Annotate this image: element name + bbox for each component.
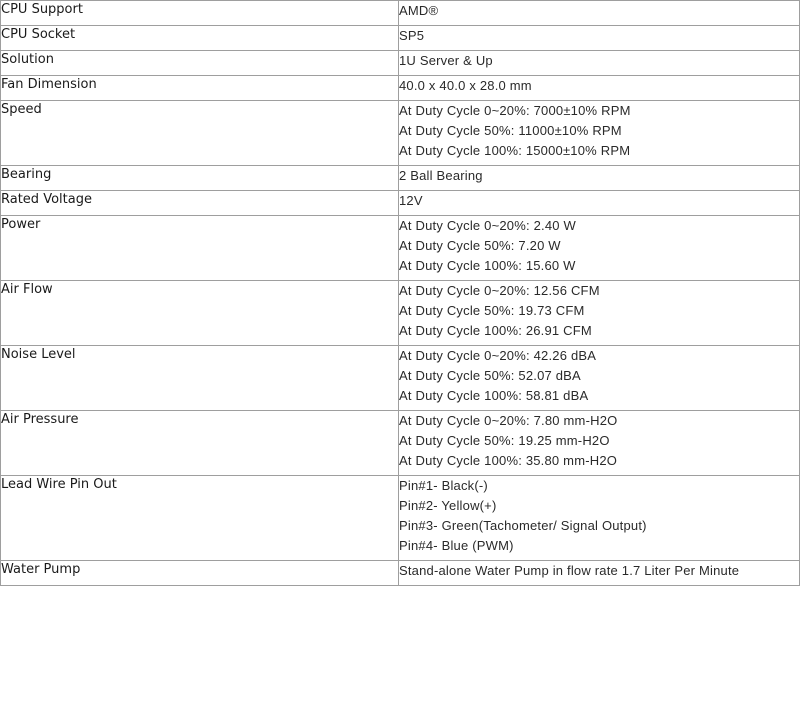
spec-value: [399, 281, 800, 346]
spec-value-line: AMD®: [399, 3, 439, 18]
spec-value: [399, 346, 800, 411]
spec-value-line: At Duty Cycle 100%: 35.80 mm-H2O: [399, 453, 618, 468]
spec-row-cpu-socket: [1, 26, 800, 51]
spec-row-cpu-support: [1, 1, 800, 26]
spec-row-air-pressure: [1, 411, 800, 476]
spec-value-line: At Duty Cycle 50%: 7.20 W: [399, 238, 561, 253]
spec-value-line: At Duty Cycle 0~20%: 2.40 W: [399, 218, 577, 233]
spec-value: [399, 26, 800, 51]
spec-label: Power: [1, 216, 399, 281]
spec-value-line: Pin#2- Yellow(+): [399, 498, 497, 513]
spec-row-water-pump: [1, 561, 800, 586]
spec-row-air-flow: [1, 281, 800, 346]
spec-value-line: At Duty Cycle 50%: 19.73 CFM: [399, 303, 585, 318]
spec-label: Water Pump: [1, 561, 399, 586]
spec-value-line: At Duty Cycle 0~20%: 42.26 dBA: [399, 348, 597, 363]
spec-label: Rated Voltage: [1, 191, 399, 216]
spec-row-rated-voltage: [1, 191, 800, 216]
spec-row-solution: [1, 51, 800, 76]
spec-row-fan-dimension: [1, 76, 800, 101]
spec-value-line: At Duty Cycle 0~20%: 12.56 CFM: [399, 283, 600, 298]
spec-label: CPU Socket: [1, 26, 399, 51]
spec-value-line: Stand-alone Water Pump in flow rate 1.7 Liter Per Minute: [399, 563, 740, 578]
spec-label: Speed: [1, 101, 399, 166]
spec-value-line: At Duty Cycle 50%: 52.07 dBA: [399, 368, 581, 383]
spec-value: [399, 101, 800, 166]
spec-label: Noise Level: [1, 346, 399, 411]
spec-label: Solution: [1, 51, 399, 76]
spec-value: [399, 411, 800, 476]
spec-label: Bearing: [1, 166, 399, 191]
spec-value-line: 2 Ball Bearing: [399, 168, 483, 183]
spec-value-line: At Duty Cycle 100%: 26.91 CFM: [399, 323, 592, 338]
spec-value-line: At Duty Cycle 0~20%: 7000±10% RPM: [399, 103, 631, 118]
spec-label: Air Flow: [1, 281, 399, 346]
spec-value-line: At Duty Cycle 0~20%: 7.80 mm-H2O: [399, 413, 618, 428]
spec-value-line: 40.0 x 40.0 x 28.0 mm: [399, 78, 532, 93]
spec-row-noise-level: [1, 346, 800, 411]
spec-value-line: Pin#3- Green(Tachometer/ Signal Output): [399, 518, 647, 533]
spec-row-lead-wire-pin-out: [1, 476, 800, 561]
spec-value: [399, 561, 800, 586]
spec-row-speed: [1, 101, 800, 166]
spec-value-line: 1U Server & Up: [399, 53, 493, 68]
spec-value-line: At Duty Cycle 100%: 15.60 W: [399, 258, 576, 273]
spec-row-bearing: [1, 166, 800, 191]
spec-value: [399, 76, 800, 101]
spec-value-line: Pin#4- Blue (PWM): [399, 538, 514, 553]
spec-value: [399, 166, 800, 191]
spec-value-line: Pin#1- Black(-): [399, 478, 488, 493]
spec-label: Lead Wire Pin Out: [1, 476, 399, 561]
spec-label: Fan Dimension: [1, 76, 399, 101]
spec-value-line: SP5: [399, 28, 425, 43]
spec-value: [399, 191, 800, 216]
spec-value-line: At Duty Cycle 50%: 19.25 mm-H2O: [399, 433, 610, 448]
spec-value-line: At Duty Cycle 100%: 58.81 dBA: [399, 388, 589, 403]
spec-value-line: At Duty Cycle 100%: 15000±10% RPM: [399, 143, 631, 158]
spec-value-line: 12V: [399, 193, 423, 208]
spec-label: Air Pressure: [1, 411, 399, 476]
spec-value-line: At Duty Cycle 50%: 11000±10% RPM: [399, 123, 622, 138]
spec-value: [399, 51, 800, 76]
spec-row-power: [1, 216, 800, 281]
spec-label: CPU Support: [1, 1, 399, 26]
spec-value: [399, 1, 800, 26]
spec-value: [399, 216, 800, 281]
spec-value: [399, 476, 800, 561]
